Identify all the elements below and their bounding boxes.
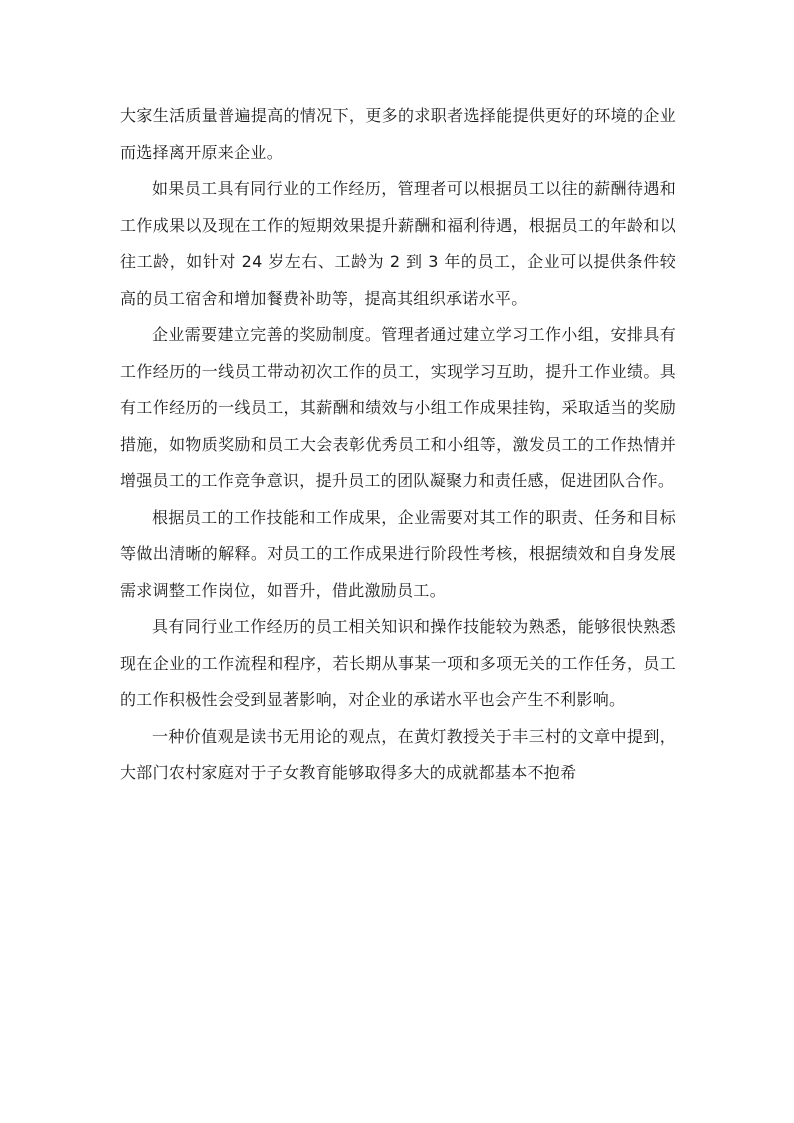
paragraph: 如果员工具有同行业的工作经历，管理者可以根据员工以往的薪酬待遇和工作成果以及现在工作的短期效果提升薪酬和福利待遇，根据员工的年龄和以往工龄，如针对 24 岁左右、工龄为 2 到 3 年的员工，企业可以提供条件较高的员工宿舍和增加餐费补助等，提高其组织承诺水平。 [120, 179, 676, 308]
document-body [120, 98, 676, 792]
paragraph: 大家生活质量普遍提高的情况下，更多的求职者选择能提供更好的环境的企业而选择离开原来企业。 [120, 106, 676, 162]
paragraph: 根据员工的工作技能和工作成果，企业需要对其工作的职责、任务和目标等做出清晰的解释。对员工的工作成果进行阶段性考核，根据绩效和自身发展需求调整工作岗位，如晋升，借此激励员工。 [120, 507, 676, 600]
paragraph: 企业需要建立完善的奖励制度。管理者通过建立学习工作小组，安排具有工作经历的一线员工带动初次工作的员工，实现学习互助，提升工作业绩。具有工作经历的一线员工，其薪酬和绩效与小组工作成果挂钩，采取适当的奖励措施，如物质奖励和员工大会表彰优秀员工和小组等，激发员工的工作热情并增强员工的工作竞争意识，提升员工的团队凝聚力和责任感，促进团队合作。 [120, 325, 676, 490]
paragraph: 一种价值观是读书无用论的观点，在黄灯教授关于丰三村的文章中提到，大部门农村家庭对于子女教育能够取得多大的成就都基本不抱希 [120, 726, 676, 782]
paragraph: 具有同行业工作经历的员工相关知识和操作技能较为熟悉，能够很快熟悉现在企业的工作流程和程序，若长期从事某一项和多项无关的工作任务，员工的工作积极性会受到显著影响，对企业的承诺水平也会产生不利影响。 [120, 617, 676, 709]
